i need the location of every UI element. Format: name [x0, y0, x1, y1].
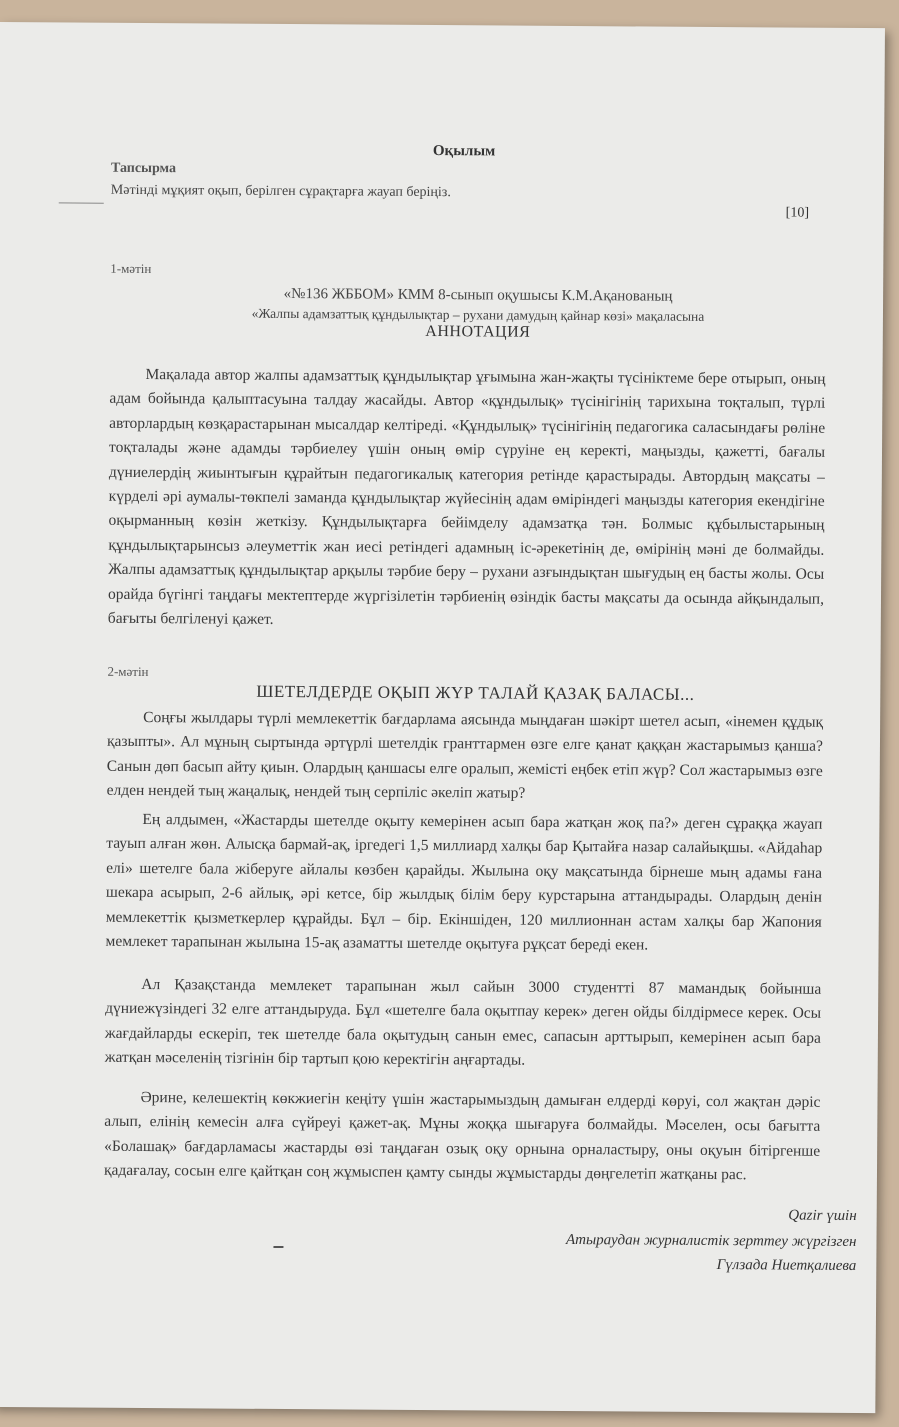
- text2-heading: ШЕТЕЛДЕРДЕ ОҚЫП ЖҮР ТАЛАЙ ҚАЗАҚ БАЛАСЫ...: [256, 681, 695, 704]
- text2-paragraph-2: Ең алдымен, «Жастарды шетелде оқыту кемерінен асып бара жатқан жоқ па?» деген сұраққа жауап тауып алған жөн. Алысқа бармай-ақ, іргедегі 1,5 миллиард халқы бар Қытайға назар салайықшы. «Айдаһар елі» шетелге бала жіберуге айлалы көзбен қарайды. Жылына оқу мақсатында бірнеше мың адамы ғана шекара асырып, 2-6 айлық, әрі кетсе, бір жылдық білім беру курстарына аттандырады. Олардың денін мемлекеттік қызметкерлер құрайды. Бұл – бір. Екіншіден, 120 миллионнан астам халқы бар Жапония мемлекет тарапынан жылына 15-ақ азаматты шетелде оқытуға рұқсат береді екен.: [105, 811, 823, 954]
- byline: Атыраудан журналистік зерттеу жүргізген: [565, 1231, 857, 1251]
- source-note: Qazir үшін: [788, 1207, 857, 1225]
- task-instruction: Мәтінді мұқият оқып, берілген сұрақтарға жауап беріңіз.: [110, 182, 451, 201]
- text1-article-line: «Жалпы адамзаттық құндылықтар – рухани дамудың қайнар көзі» мақаласына: [251, 305, 705, 324]
- document-page: [0, 22, 885, 1413]
- score-mark: [10]: [785, 205, 810, 221]
- text1-author-line: «№136 ЖББОМ» КММ 8-сынып оқушысы К.М.Ақанованың: [283, 285, 673, 305]
- text2-paragraph-1: Соңғы жылдары түрлі мемлекеттік бағдарлама аясында мыңдаған шәкірт шетел асып, «інемен құдық қазыпты». Ал мұның сыртында әртүрлі шетелдік гранттармен өзге елге қанат қаққан жастарымыз қанша? Санын дөп басып айту қиын. Олардың қаншасы елге оралып, жемісті еңбек етіп жүр? Сол жастарымыз өзге елден нендей тың жаңалық, нендей тың серпіліс әкеліп жатыр?: [106, 709, 824, 802]
- section-title: Оқылым: [432, 143, 496, 160]
- text1-body: Мақалада автор жалпы адамзаттық құндылықтар ұғымына жан-жақты түсініктеме бере отырып, оның адам бойында қалыптасуына талдау жасайды. Автор «құндылық» түсінігінің тарихына тоқталып, түрлі авторлардың көзқарастарынан мысалдар келтіреді. «Құндылық» түсінігінің педагогика саласындағы рөліне тоқталады және адамды тәрбиелеу үшін оның өмір сүруіне ең керекті, маңызды, қажетті, бағалы дүниелердің жиынтығын құрайтын педагогикалық категория ретінде қарастырады. Автордың мақсаты – күрделі әрі аумалы-төкпелі заманда құндылықтар жүйесінің адам өміріндегі маңызды категория екендігіне оқырманның көзін жеткізу. Құндылықтарға бейімделу адамзатқа тән. Болмыс құбылыстарының құндылықтарынсыз әлеуметтік жан иесі ретіндегі адамның іс-әрекетінің де, өмірінің мәні де болмайды. Жалпы адамзаттық құндылықтар арқылы тәрбие беру – рухани азғындықтан шығудың ең басты жолы. Осы орайда бүгінгі таңдағы мектептерде жүргізілетін тәрбиенің өзіндік басты мақсаты да осында айқындалып, бағыты белгіленуі қажет.: [107, 366, 826, 628]
- stray-mark: [273, 1246, 283, 1248]
- author-name: Гүлзада Ниетқалиева: [716, 1257, 857, 1275]
- text2-paragraph-3: Ал Қазақстанда мемлекет тарапынан жыл сайын 3000 студентті 87 мамандық бойынша дүниежүзіндегі 32 елге аттандыруда. Бұл «шетелге бала оқытпау керек» деген ойды білдірмесе керек. Осы жағдайларды ескеріп, тек шетелде бала оқытудың санын емес, сапасын арттырып, кемерінен асып бара жатқан мәселенің тізгінін бір тартып қою керектігін аңғартады.: [104, 976, 822, 1069]
- stray-mark: [59, 202, 104, 203]
- text2-paragraph-4: Әрине, келешектің көкжиегін кеңіту үшін жастарымыздың дамыған елдерді көруі, сол жақтан дәріс алып, елінің кемесін алға сүйреуі қажет-ақ. Мұны жоққа шығаруға болмайды. Мәселен, осы бағытта «Болашақ» бағдарламасы жастарды өзі таңдаған озық оқу орнына орналастыру, оны оқуын бітіргенше қадағалау, сосын елге қайтқан соң жұмыспен қамту сынды жұмыстарды дөңгелетіп жатқаны рас.: [103, 1089, 821, 1184]
- task-label: Тапсырма: [110, 160, 177, 177]
- text2-label: 2-мәтін: [107, 663, 149, 680]
- text1-heading: АННОТАЦИЯ: [425, 322, 531, 341]
- text1-label: 1-мәтін: [110, 260, 152, 277]
